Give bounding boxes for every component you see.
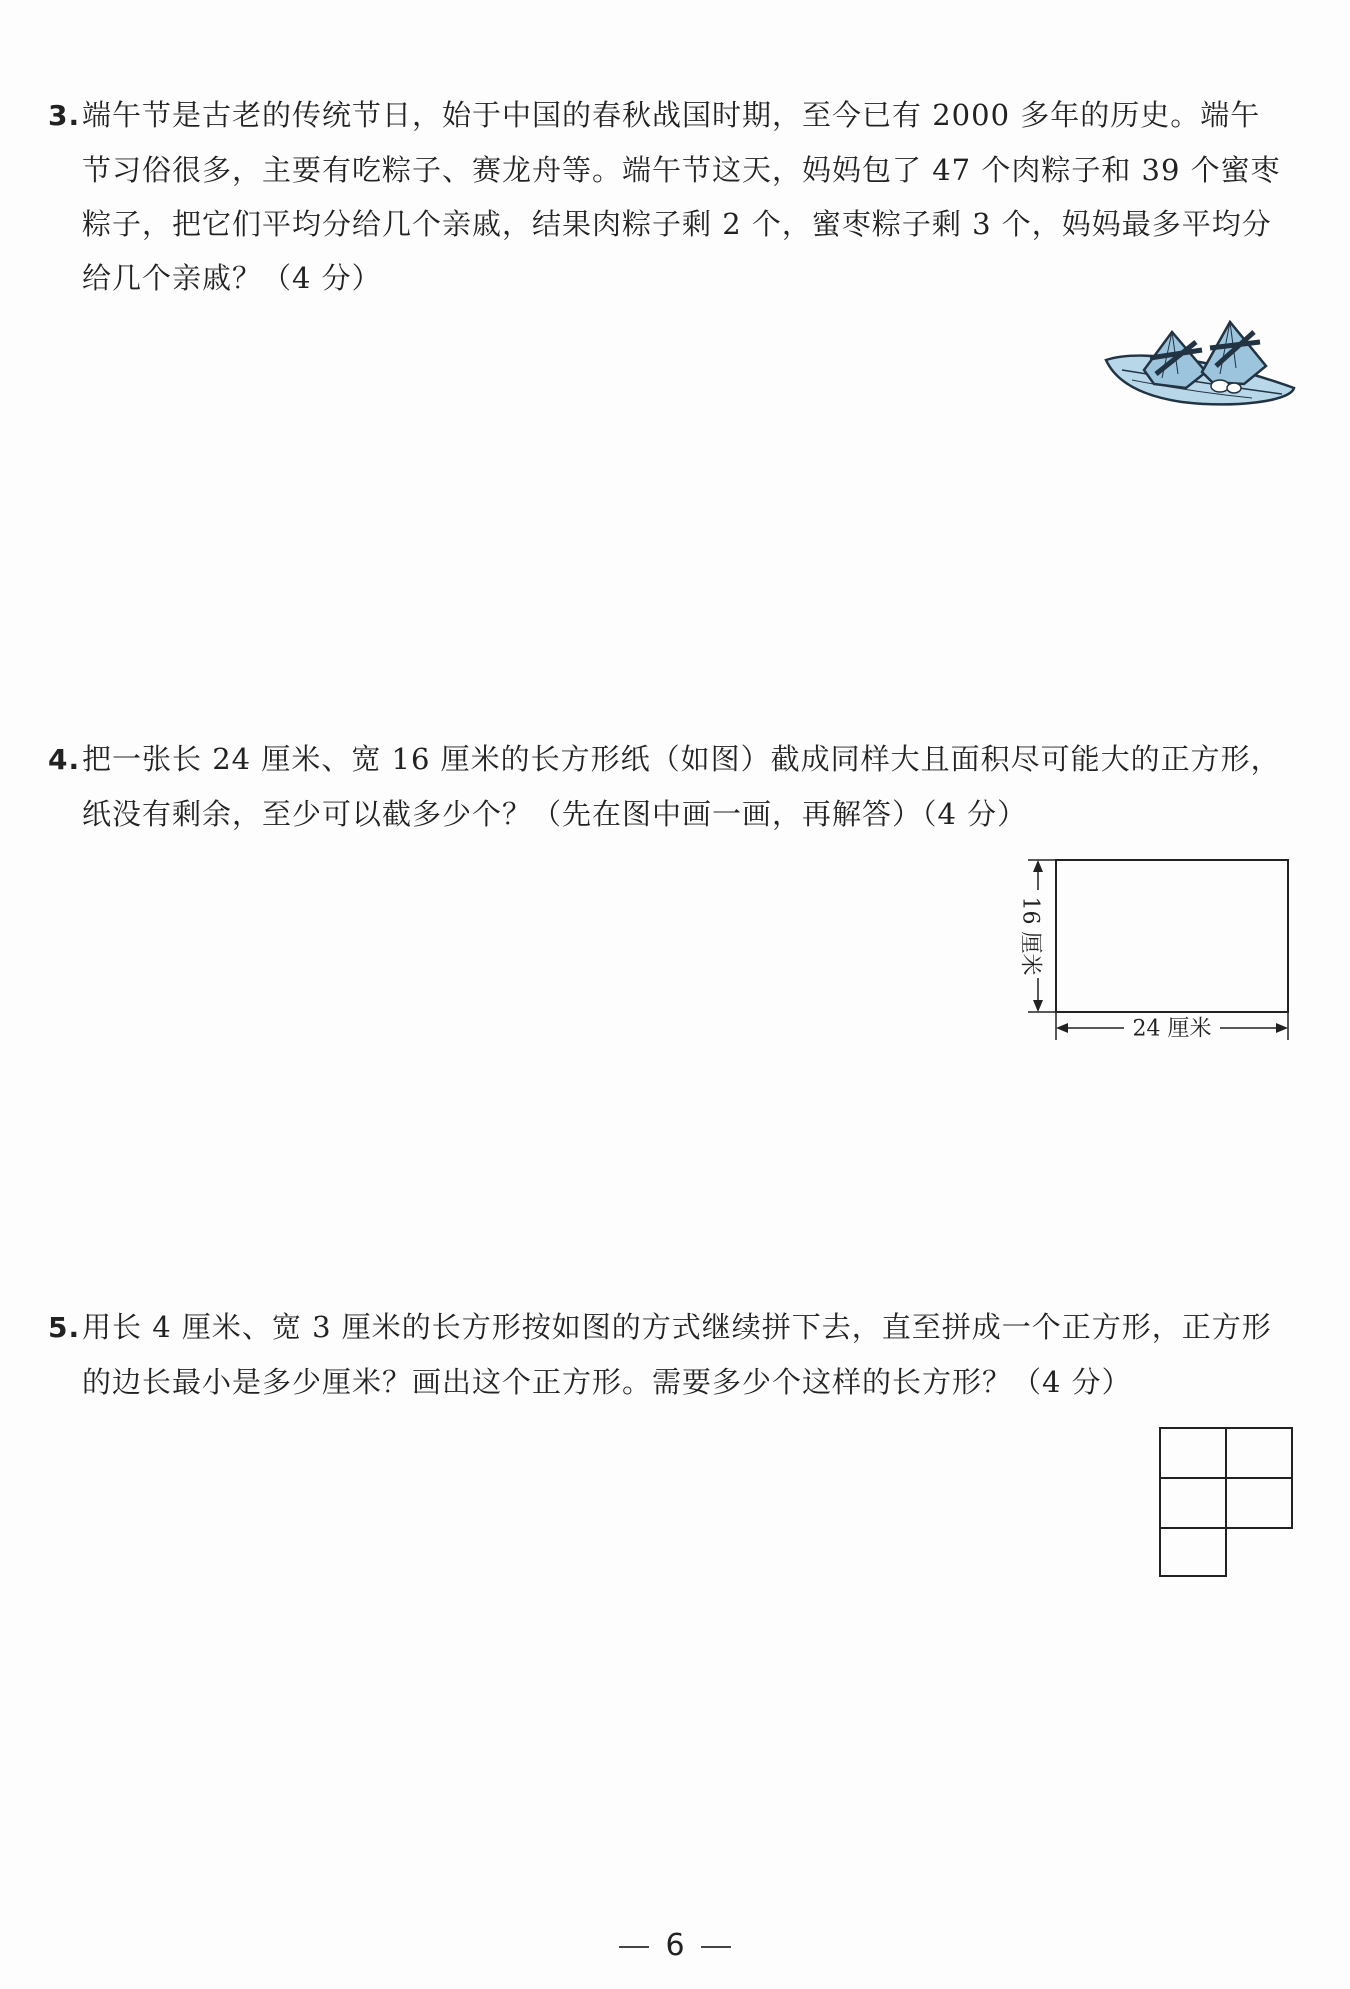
problem-4-line-2: 纸没有剩余，至少可以截多少个？（先在图中画一画，再解答）（4 分） xyxy=(82,797,1028,831)
problem-4-line-1: 4.把一张长 24 厘米、宽 16 厘米的长方形纸（如图）截成同样大且面积尽可能大的正方形， xyxy=(48,732,1300,787)
tile-rectangle xyxy=(1160,1428,1226,1478)
paper-rectangle xyxy=(1056,860,1288,1012)
height-label: 16 厘米 xyxy=(1017,896,1043,976)
problem-5 xyxy=(48,1300,1300,1409)
problem-5-line-1: 5.用长 4 厘米、宽 3 厘米的长方形按如图的方式继续拼下去，直至拼成一个正方形，正方形 xyxy=(48,1300,1300,1355)
page-number-value: 6 xyxy=(665,1928,685,1963)
problem-3 xyxy=(48,88,1300,305)
rectangle-figure xyxy=(1010,850,1310,1050)
problem-3-line-3: 粽子，把它们平均分给几个亲戚，结果肉粽子剩 2 个，蜜枣粽子剩 3 个，妈妈最多平均分 xyxy=(82,207,1272,241)
problem-3-line-4: 给几个亲戚？（4 分） xyxy=(82,261,382,295)
tile-rectangle xyxy=(1160,1528,1226,1576)
tile-rectangle xyxy=(1226,1478,1292,1528)
problem-3-number: 3. xyxy=(48,99,81,132)
page-number-dash-right xyxy=(701,1946,731,1948)
tiled-rectangles-figure xyxy=(1150,1418,1300,1578)
width-label: 24 厘米 xyxy=(1132,1016,1212,1042)
page-number xyxy=(0,1928,1350,1963)
problem-4-number: 4. xyxy=(48,743,81,776)
page-number-dash-left xyxy=(619,1946,649,1948)
tile-rectangle xyxy=(1226,1428,1292,1478)
problem-3-line-1: 3.端午节是古老的传统节日，始于中国的春秋战国时期，至今已有 2000 多年的历史。端午 xyxy=(48,88,1300,143)
problem-5-line-2: 的边长最小是多少厘米？画出这个正方形。需要多少个这样的长方形？（4 分） xyxy=(82,1365,1132,1399)
problem-4 xyxy=(48,732,1300,841)
problem-5-number: 5. xyxy=(48,1311,81,1344)
tile-rectangle xyxy=(1160,1478,1226,1528)
zongzi-illustration xyxy=(1102,318,1298,410)
problem-3-line-2: 节习俗很多，主要有吃粽子、赛龙舟等。端午节这天，妈妈包了 47 个肉粽子和 39 个蜜枣 xyxy=(82,153,1281,187)
